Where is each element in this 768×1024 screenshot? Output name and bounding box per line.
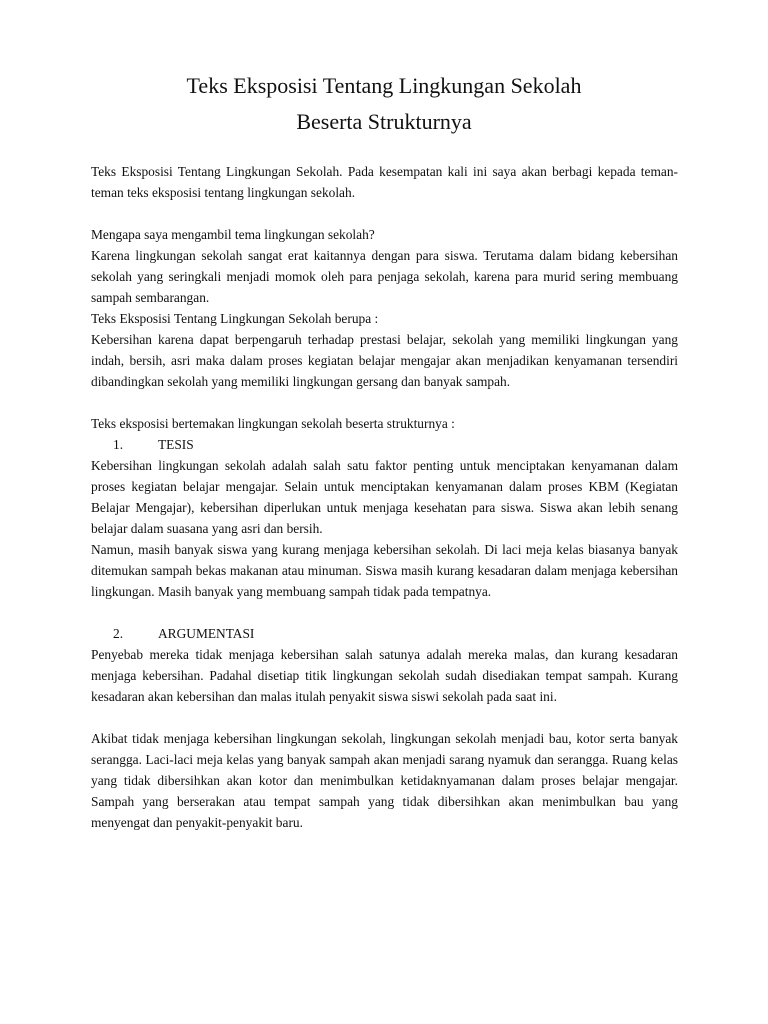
document-title-line1: Teks Eksposisi Tentang Lingkungan Sekolah — [186, 73, 582, 98]
item-number: 1. — [113, 437, 124, 452]
document-body — [91, 161, 678, 833]
thesis-paragraph-1: Kebersihan lingkungan sekolah adalah salah satu faktor penting untuk menciptakan kenyamanan dalam proses kegiatan belajar mengajar. Selain untuk menciptakan kenyamanan dalam proses KBM (Kegiatan Belajar Mengajar), kebersihan diperlukan untuk menjaga kesehatan para siswa. Siswa akan lebih senang belajar dalam suasana yang asri dan bersih. — [91, 458, 678, 536]
section-paragraph: Kebersihan karena dapat berpengaruh terhadap prestasi belajar, sekolah yang memiliki lingkungan yang indah, bersih, asri maka dalam proses kegiatan belajar mengajar akan menjadikan kenyamanan tersendiri dibandingkan sekolah yang memiliki lingkungan gersang dan banyak sampah. — [91, 332, 678, 389]
document-title-line2: Beserta Strukturnya — [296, 109, 472, 134]
item-number: 2. — [113, 626, 124, 641]
structure-intro: Teks eksposisi bertemakan lingkungan sekolah beserta strukturnya : — [91, 416, 455, 431]
argument-paragraph-1: Penyebab mereka tidak menjaga kebersihan salah satunya adalah mereka malas, dan kurang kesadaran menjaga kebersihan. Padahal disetiap titik lingkungan sekolah sudah disediakan tempat sampah. Kurang kesadaran akan kebersihan dan malas itulah penyakit siswa siswi sekolah pada saat ini. — [91, 647, 678, 704]
item-title: ARGUMENTASI — [158, 626, 255, 641]
section-heading: Teks Eksposisi Tentang Lingkungan Sekolah berupa : — [91, 311, 379, 326]
numbered-heading-tesis — [91, 434, 678, 455]
answer-paragraph: Karena lingkungan sekolah sangat erat kaitannya dengan para siswa. Terutama dalam bidang kebersihan sekolah yang seringkali menjadi momok oleh para penjaga sekolah, karena para murid sering membuang sampah sembarangan. — [91, 248, 678, 305]
spacer — [91, 707, 678, 728]
question-line: Mengapa saya mengambil tema lingkungan sekolah? — [91, 227, 375, 242]
spacer — [91, 602, 678, 623]
argument-paragraph-2: Akibat tidak menjaga kebersihan lingkungan sekolah, lingkungan sekolah menjadi bau, kotor serta banyak serangga. Laci-laci meja kelas yang banyak sampah akan menjadi sarang nyamuk dan serangga. Ruang kelas yang tidak dibersihkan akan kotor dan menimbulkan ketidaknyamanan dalam proses belajar mengajar. Sampah yang berserakan atau tempat sampah yang tidak dibersihkan akan menimbulkan bau yang menyengat dan penyakit-penyakit baru. — [91, 731, 678, 830]
spacer — [91, 203, 678, 224]
intro-paragraph: Teks Eksposisi Tentang Lingkungan Sekolah. Pada kesempatan kali ini saya akan berbagi kepada teman-teman teks eksposisi tentang lingkungan sekolah. — [91, 164, 678, 200]
item-title: TESIS — [158, 437, 194, 452]
thesis-paragraph-2: Namun, masih banyak siswa yang kurang menjaga kebersihan sekolah. Di laci meja kelas biasanya banyak ditemukan sampah bekas makanan atau minuman. Siswa masih kurang kesadaran dalam menjaga kebersihan lingkungan. Masih banyak yang membuang sampah tidak pada tempatnya. — [91, 542, 678, 599]
numbered-heading-argumentasi — [91, 623, 678, 644]
spacer — [91, 392, 678, 413]
